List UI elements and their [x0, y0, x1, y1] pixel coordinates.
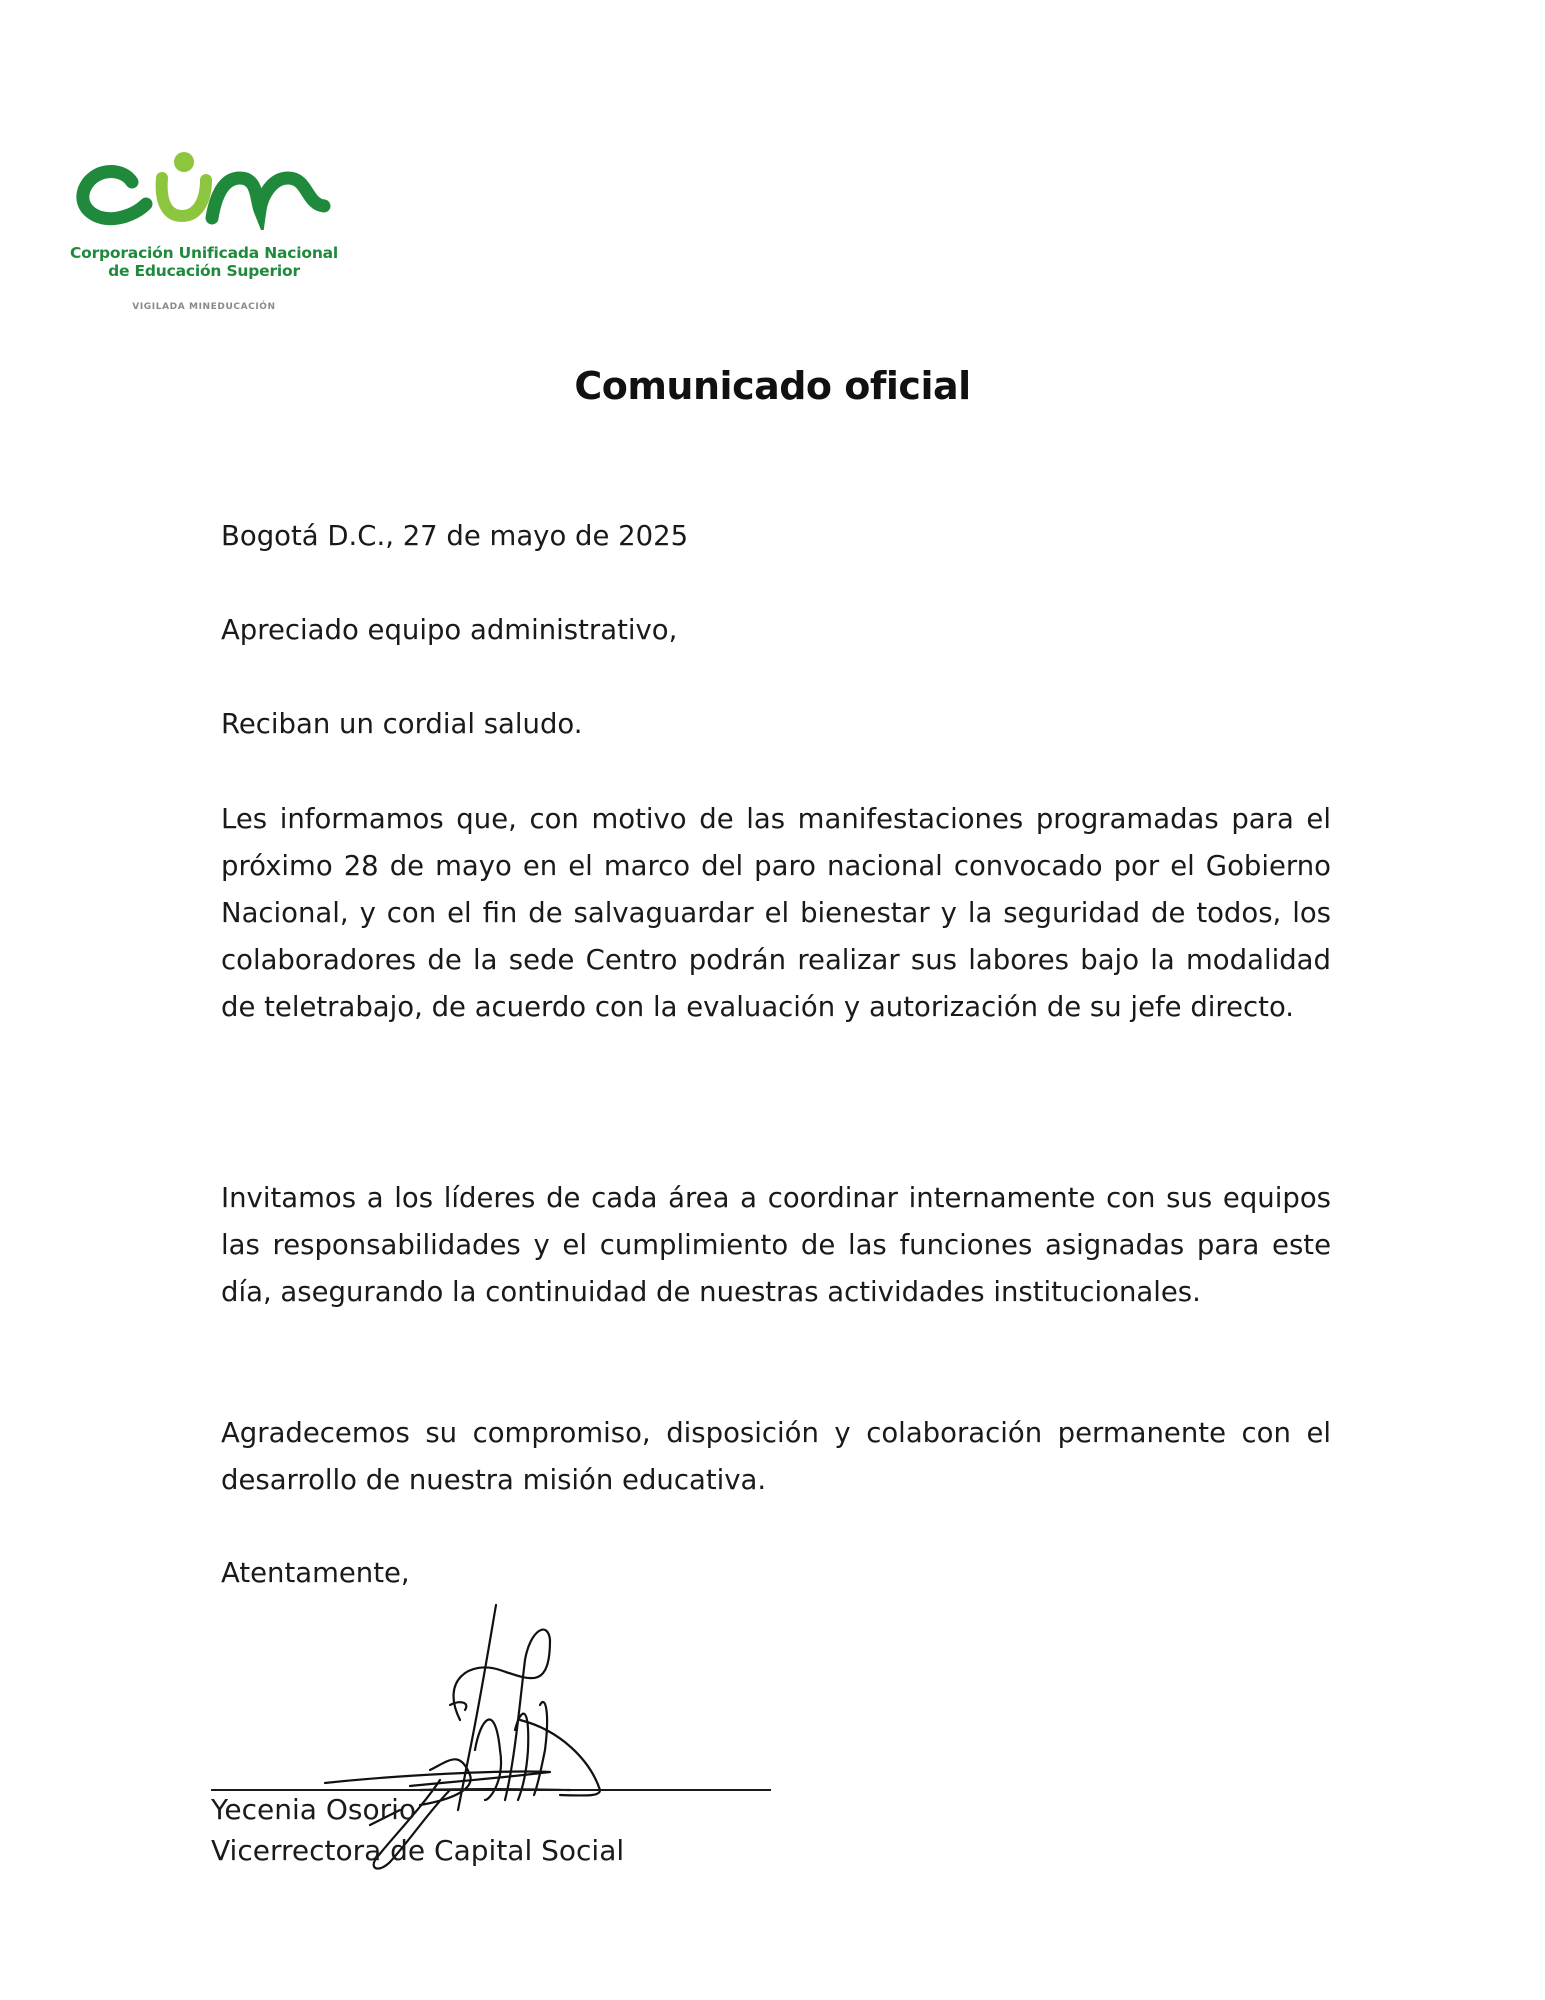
paragraph-teletrabajo: Les informamos que, con motivo de las manifestaciones programadas para el próximo 28 de mayo en el marco del paro nacional convocado por el Gobierno Nacional, y con el fin de salvaguardar el bienestar y la seguridad de todos, los colaboradores de la sede Centro podrán realizar sus labores bajo la modalidad de teletrabajo, de acuerdo con la evaluación y autorización de su jefe directo. — [221, 803, 1331, 1023]
logo-letter-n — [212, 178, 324, 218]
logo-letter-c — [83, 172, 146, 219]
vigilada-label: VIGILADA MINEDUCACIÓN — [132, 302, 276, 312]
paragraph-thanks: Agradecemos su compromiso, disposición y colaboración permanente con el desarrollo de nuestra misión educativa. — [221, 1417, 1331, 1496]
institution-logo — [68, 148, 340, 318]
signer-role: Vicerrectora de Capital Social — [211, 1834, 625, 1867]
cun-logo-mark — [74, 148, 334, 230]
institution-name-line2: de Educación Superior — [108, 262, 300, 280]
logo-head-dot — [174, 152, 194, 172]
salutation: Reciban un cordial saludo. — [221, 708, 583, 740]
paragraph-coordination: Invitamos a los líderes de cada área a coordinar internamente con sus equipos las responsabilidades y el cumplimiento de las funciones asignadas para este día, asegurando la continuidad de nuestras actividades institucionales. — [221, 1182, 1331, 1308]
closing: Atentamente, — [221, 1557, 410, 1589]
institution-name-line1: Corporación Unificada Nacional — [69, 244, 339, 262]
greeting: Apreciado equipo administrativo, — [221, 614, 678, 646]
logo-letter-u — [162, 178, 206, 216]
signer-name: Yecenia Osorio — [211, 1793, 416, 1826]
page-title: Comunicado oficial — [574, 364, 971, 408]
date-line: Bogotá D.C., 27 de mayo de 2025 — [221, 520, 689, 552]
institution-name — [68, 244, 340, 280]
